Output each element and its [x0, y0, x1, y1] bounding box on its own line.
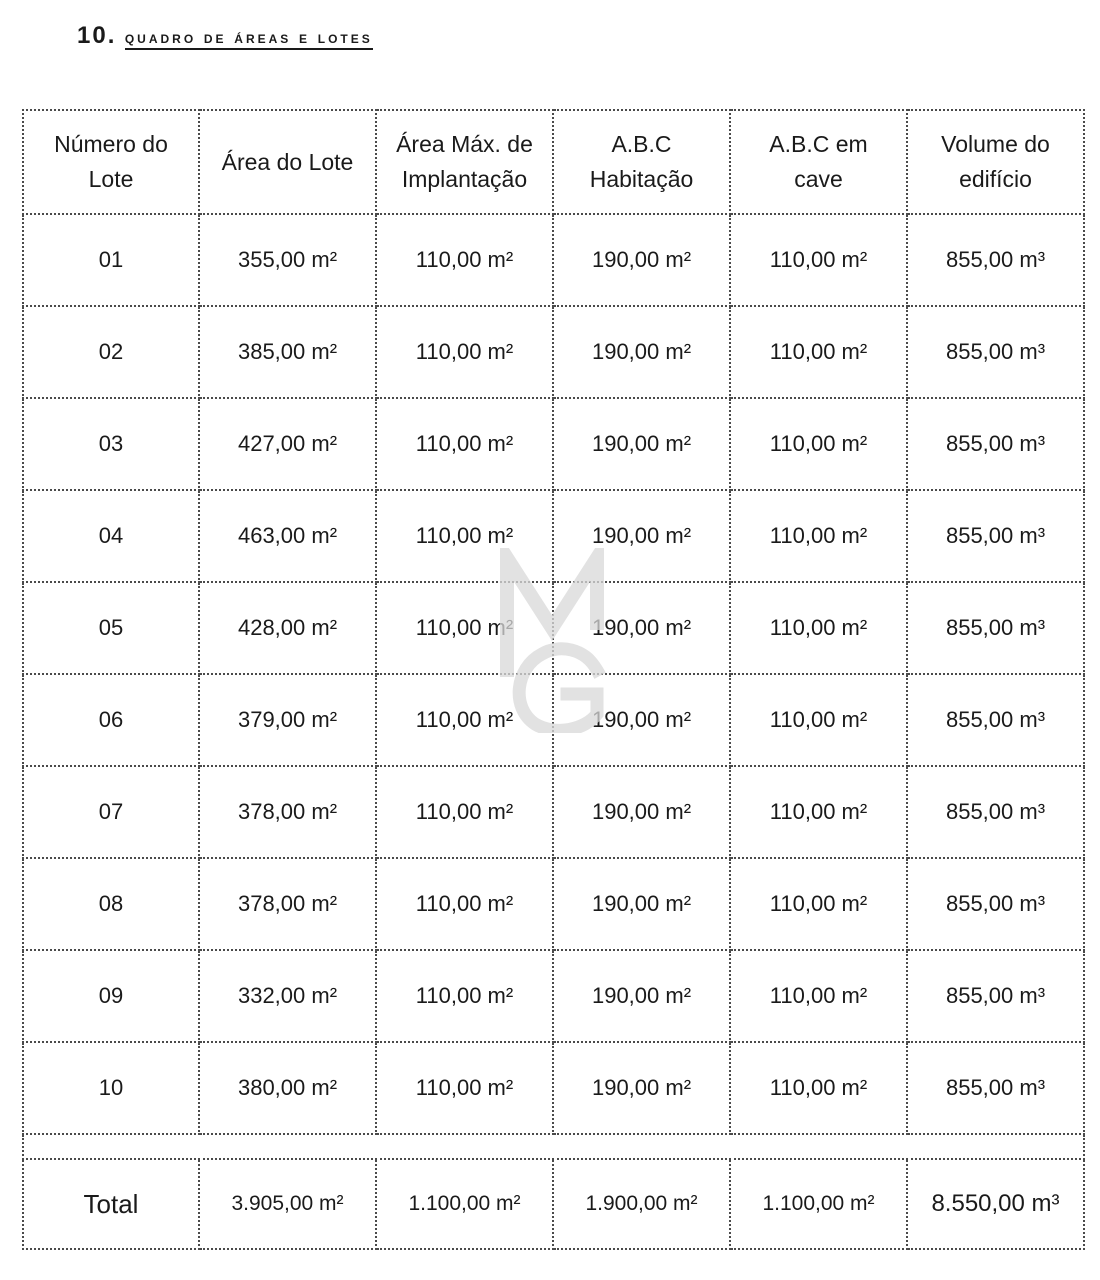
- section-number: 10.: [77, 22, 117, 49]
- max-footprint-cell: 110,00 m²: [376, 490, 553, 582]
- table-row: [23, 858, 1084, 950]
- building-volume-cell: 855,00 m³: [907, 490, 1084, 582]
- table-row: [23, 214, 1084, 306]
- lot-area-cell: 380,00 m²: [199, 1042, 376, 1134]
- abc-basement-cell: 110,00 m²: [730, 950, 907, 1042]
- lot-area-cell: 378,00 m²: [199, 858, 376, 950]
- lot-area-cell: 332,00 m²: [199, 950, 376, 1042]
- max-footprint-cell: 110,00 m²: [376, 674, 553, 766]
- header-abc-housing-line1: A.B.C: [611, 131, 672, 157]
- max-footprint-cell: 110,00 m²: [376, 398, 553, 490]
- abc-basement-cell: 110,00 m²: [730, 582, 907, 674]
- lot-area-cell: 428,00 m²: [199, 582, 376, 674]
- abc-basement-cell: 110,00 m²: [730, 214, 907, 306]
- max-footprint-cell: 110,00 m²: [376, 766, 553, 858]
- header-building-volume-line2: edifício: [959, 166, 1032, 192]
- total-building-volume-cell: 8.550,00 m³: [907, 1159, 1084, 1249]
- abc-basement-cell: 110,00 m²: [730, 1042, 907, 1134]
- lot-number-cell: 05: [23, 582, 199, 674]
- building-volume-cell: 855,00 m³: [907, 766, 1084, 858]
- abc-basement-cell: 110,00 m²: [730, 766, 907, 858]
- abc-housing-cell: 190,00 m²: [553, 398, 730, 490]
- header-abc-basement-line1: A.B.C em: [769, 131, 868, 157]
- table-row: [23, 306, 1084, 398]
- spacer-row: [23, 1134, 1084, 1159]
- lot-area-cell: 463,00 m²: [199, 490, 376, 582]
- abc-basement-cell: 110,00 m²: [730, 674, 907, 766]
- header-building-volume-line1: Volume do: [941, 131, 1050, 157]
- max-footprint-cell: 110,00 m²: [376, 1042, 553, 1134]
- lot-number-cell: 03: [23, 398, 199, 490]
- building-volume-cell: 855,00 m³: [907, 674, 1084, 766]
- abc-housing-cell: 190,00 m²: [553, 214, 730, 306]
- max-footprint-cell: 110,00 m²: [376, 858, 553, 950]
- lot-area-cell: 378,00 m²: [199, 766, 376, 858]
- abc-housing-cell: 190,00 m²: [553, 674, 730, 766]
- total-lot-area-cell: 3.905,00 m²: [199, 1159, 376, 1249]
- total-max-footprint-cell: 1.100,00 m²: [376, 1159, 553, 1249]
- header-abc-basement: [730, 110, 907, 214]
- building-volume-cell: 855,00 m³: [907, 214, 1084, 306]
- lot-number-cell: 09: [23, 950, 199, 1042]
- table-row: [23, 582, 1084, 674]
- abc-housing-cell: 190,00 m²: [553, 582, 730, 674]
- building-volume-cell: 855,00 m³: [907, 582, 1084, 674]
- lot-number-cell: 04: [23, 490, 199, 582]
- abc-basement-cell: 110,00 m²: [730, 306, 907, 398]
- max-footprint-cell: 110,00 m²: [376, 306, 553, 398]
- lot-area-cell: 379,00 m²: [199, 674, 376, 766]
- total-abc-housing-cell: 1.900,00 m²: [553, 1159, 730, 1249]
- abc-basement-cell: 110,00 m²: [730, 858, 907, 950]
- header-lot-number-line1: Número do: [54, 131, 168, 157]
- abc-housing-cell: 190,00 m²: [553, 950, 730, 1042]
- table-row: [23, 674, 1084, 766]
- abc-housing-cell: 190,00 m²: [553, 766, 730, 858]
- header-abc-housing: [553, 110, 730, 214]
- header-lot-number: [23, 110, 199, 214]
- table-row: [23, 950, 1084, 1042]
- table-row: [23, 1042, 1084, 1134]
- building-volume-cell: 855,00 m³: [907, 858, 1084, 950]
- header-building-volume: [907, 110, 1084, 214]
- max-footprint-cell: 110,00 m²: [376, 582, 553, 674]
- lot-number-cell: 10: [23, 1042, 199, 1134]
- total-label-cell: Total: [23, 1159, 199, 1249]
- section-heading: [77, 22, 373, 50]
- lot-number-cell: 08: [23, 858, 199, 950]
- table-row: [23, 398, 1084, 490]
- abc-housing-cell: 190,00 m²: [553, 1042, 730, 1134]
- building-volume-cell: 855,00 m³: [907, 950, 1084, 1042]
- header-abc-basement-line2: cave: [794, 166, 843, 192]
- areas-lots-table: [22, 109, 1085, 1250]
- header-abc-housing-line2: Habitação: [589, 166, 694, 192]
- table-row: [23, 490, 1084, 582]
- header-lot-area: [199, 110, 376, 214]
- header-lot-number-line2: Lote: [88, 166, 134, 192]
- lot-number-cell: 06: [23, 674, 199, 766]
- table-row: [23, 766, 1084, 858]
- header-lot-area-line1: Área do Lote: [221, 148, 354, 175]
- lot-area-cell: 385,00 m²: [199, 306, 376, 398]
- header-max-footprint: [376, 110, 553, 214]
- header-max-footprint-line2: Implantação: [401, 166, 528, 192]
- lot-area-cell: 355,00 m²: [199, 214, 376, 306]
- abc-basement-cell: 110,00 m²: [730, 398, 907, 490]
- lot-area-cell: 427,00 m²: [199, 398, 376, 490]
- lot-number-cell: 07: [23, 766, 199, 858]
- abc-housing-cell: 190,00 m²: [553, 306, 730, 398]
- building-volume-cell: 855,00 m³: [907, 1042, 1084, 1134]
- header-max-footprint-line1: Área Máx. de: [396, 131, 533, 157]
- building-volume-cell: 855,00 m³: [907, 306, 1084, 398]
- spacer-cell: [23, 1134, 1084, 1159]
- abc-housing-cell: 190,00 m²: [553, 490, 730, 582]
- total-row: [23, 1159, 1084, 1249]
- max-footprint-cell: 110,00 m²: [376, 950, 553, 1042]
- max-footprint-cell: 110,00 m²: [376, 214, 553, 306]
- lot-number-cell: 02: [23, 306, 199, 398]
- abc-housing-cell: 190,00 m²: [553, 858, 730, 950]
- total-abc-basement-cell: 1.100,00 m²: [730, 1159, 907, 1249]
- section-title: quadro de áreas e lotes: [125, 28, 373, 50]
- abc-basement-cell: 110,00 m²: [730, 490, 907, 582]
- table-header-row: [23, 110, 1084, 214]
- lot-number-cell: 01: [23, 214, 199, 306]
- building-volume-cell: 855,00 m³: [907, 398, 1084, 490]
